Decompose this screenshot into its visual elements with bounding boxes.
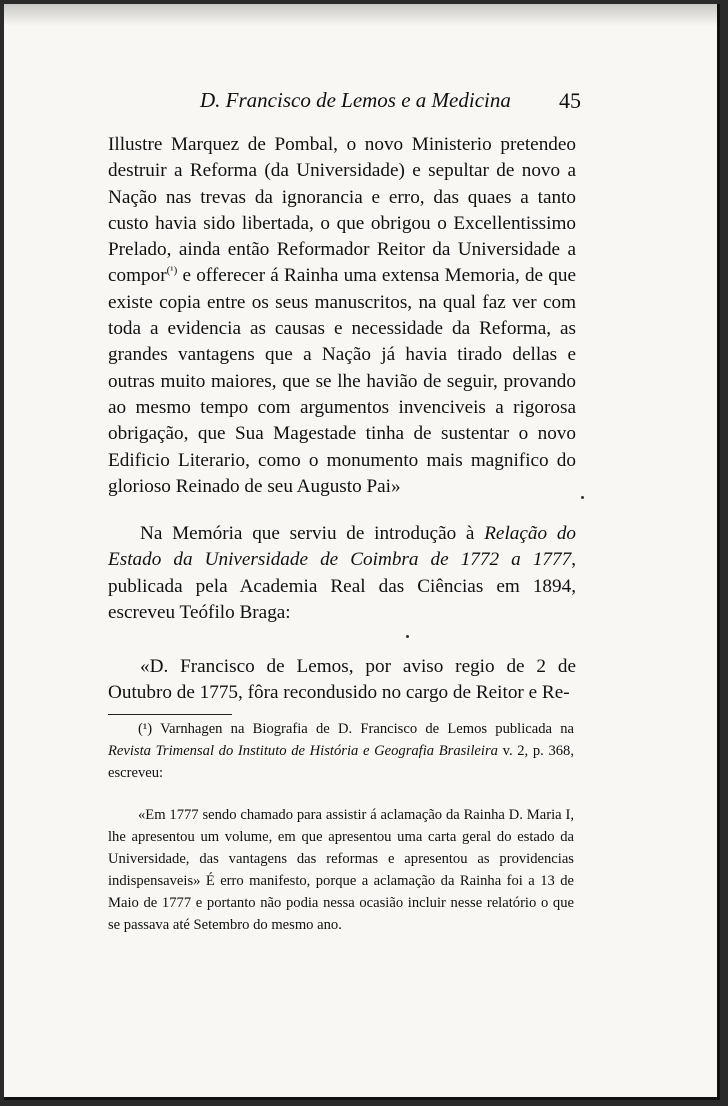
book-page bbox=[4, 4, 720, 1100]
footnote-line-a: Varnhagen na Biografia de D. Francisco de Lemos publicada na bbox=[152, 721, 574, 737]
page-number: 45 bbox=[559, 88, 581, 113]
scan-speck bbox=[406, 635, 409, 638]
body-paragraph-1 bbox=[108, 132, 576, 500]
para3-text: «D. Francisco de Lemos, por aviso regio de 2 de Outubro de 1775, fôra recondusido no cargo de Reitor e Re- bbox=[108, 656, 576, 704]
para1-text: Illustre Marquez de Pombal, o novo Ministerio pretendeo destruir a Reforma (da Universidade) e sepultar de novo a Nação nas trevas da ignorancia e erro, das quaes a tanto custo havia sido libertada, o que obrigou o Excellentissimo Prelado, ainda então Reformador Reitor da Universidade a bbox=[108, 134, 576, 261]
footnote-quote-text: «Em 1777 sendo chamado para assistir á aclamação da Rainha D. Maria I, lhe apresentou um volume, em que apresentou uma carta geral do estado da Universidade, das vantagens das reformas e apresentou as providencias indispensaveis» É erro manifesto, porque a aclamação da Rainha foi a 13 de Maio de 1777 e portanto não podia nessa ocasião incluir nesse relatório o que se passava até Setembro do mesmo ano. bbox=[108, 807, 574, 933]
body-paragraph-2 bbox=[108, 521, 576, 626]
para2-lead: Na Memória que serviu de introdução à bbox=[140, 523, 485, 544]
para1-rest: e offerecer á Rainha uma extensa Memoria, de que existe copia entre os seus manuscritos, na qual faz ver com toda a evidencia as causas e necessidade da Reforma, as grandes vantagens que a Nação já havia tirado dellas e outras muito maiores, que se lhe havião de seguir, provando ao mesmo tempo com argumentos invenciveis a rigorosa obrigação, que Sua Magestade tinha de sustentar o novo Edificio Literario, como o monumento mais magnifico do glorioso Reinado de seu Augusto Pai» bbox=[108, 265, 576, 497]
body-paragraph-3 bbox=[108, 654, 576, 707]
scan-edge bbox=[4, 4, 717, 26]
running-title: D. Francisco de Lemos e a Medicina bbox=[200, 88, 511, 112]
journal-title: Revista Trimensal do Instituto de História e Geografia Brasileira bbox=[108, 743, 498, 759]
footnote-1 bbox=[108, 718, 574, 784]
scan-speck bbox=[581, 496, 584, 499]
running-head bbox=[4, 88, 717, 118]
footnote-quote bbox=[108, 804, 574, 936]
footnote-ref: (¹) bbox=[166, 265, 178, 278]
para1-compor: compor bbox=[108, 265, 167, 287]
para2-tail: , publicada pela Academia Real das Ciências em 1894, escreveu Teófilo Braga: bbox=[108, 549, 576, 623]
footnote-line-b: v. 2, p. 368, escreveu: bbox=[108, 743, 574, 781]
cited-work-title: Relação do Estado da Universidade de Coimbra de 1772 a 1777 bbox=[108, 523, 577, 571]
footnote-rule bbox=[108, 714, 232, 715]
footnote-marker: (¹) bbox=[138, 721, 153, 737]
